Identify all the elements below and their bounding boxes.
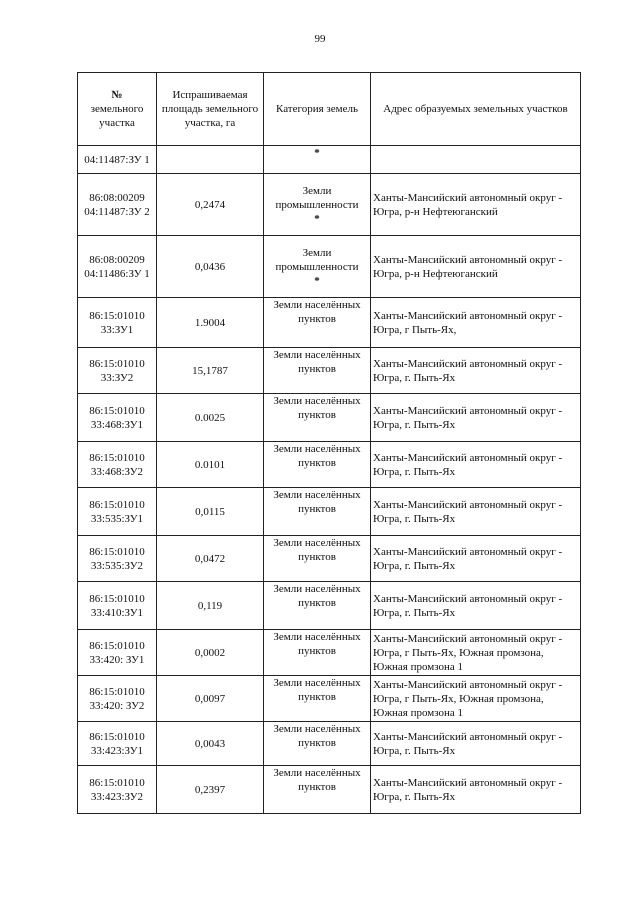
category-text: Земли промышленности <box>275 246 359 273</box>
area-cell: 0,0115 <box>157 488 264 536</box>
header-plot-number <box>78 73 157 146</box>
area-cell <box>157 146 264 174</box>
category-cell <box>264 676 371 722</box>
category-cell <box>264 298 371 348</box>
category-cell <box>264 766 371 814</box>
address-cell: Ханты-Мансийский автономный округ - Югра, р-н Нефтеюганский <box>371 236 581 298</box>
address-cell: Ханты-Мансийский автономный округ - Югра, г Пыть-Ях, Южная промзона, Южная промзона 1 <box>371 630 581 676</box>
address-cell: Ханты-Мансийский автономный округ - Югра, р-н Нефтеюганский <box>371 174 581 236</box>
table-row <box>78 722 581 766</box>
category-text: Земли населённых пунктов <box>273 767 361 793</box>
category-cell <box>264 442 371 488</box>
address-cell: Ханты-Мансийский автономный округ - Югра, г. Пыть-Ях <box>371 442 581 488</box>
address-cell: Ханты-Мансийский автономный округ - Югра, г. Пыть-Ях <box>371 582 581 630</box>
area-cell: 0,0472 <box>157 536 264 582</box>
table-row <box>78 394 581 442</box>
plot-number-cell: 86:15:01010 33:420: ЗУ2 <box>78 676 157 722</box>
table-row <box>78 174 581 236</box>
table-body <box>78 146 581 814</box>
category-text: Земли населённых пунктов <box>273 299 361 325</box>
address-cell: Ханты-Мансийский автономный округ - Югра, г. Пыть-Ях <box>371 536 581 582</box>
category-cell <box>264 488 371 536</box>
table-row <box>78 630 581 676</box>
address-cell: Ханты-Мансийский автономный округ - Югра, г. Пыть-Ях <box>371 488 581 536</box>
category-text: Земли населённых пунктов <box>273 489 361 515</box>
table-row <box>78 766 581 814</box>
area-cell: 0.0101 <box>157 442 264 488</box>
category-cell <box>264 348 371 394</box>
address-cell: Ханты-Мансийский автономный округ - Югра, г Пыть-Ях, <box>371 298 581 348</box>
address-cell: Ханты-Мансийский автономный округ - Югра, г. Пыть-Ях <box>371 722 581 766</box>
category-cell <box>264 630 371 676</box>
area-cell: 1.9004 <box>157 298 264 348</box>
category-text: Земли промышленности <box>275 184 359 211</box>
plot-number-cell: 86:15:01010 33:468:ЗУ2 <box>78 442 157 488</box>
category-cell <box>264 536 371 582</box>
category-cell <box>264 174 371 236</box>
category-text: Земли населённых пунктов <box>273 349 361 375</box>
table-row <box>78 676 581 722</box>
area-cell: 0,2474 <box>157 174 264 236</box>
header-plot-number-text: земельного участка <box>90 103 144 129</box>
area-cell: 15,1787 <box>157 348 264 394</box>
plot-number-cell: 86:08:00209 04:11486:ЗУ 1 <box>78 236 157 298</box>
plot-number-cell: 86:15:01010 33:535:ЗУ2 <box>78 536 157 582</box>
area-cell: 0,0097 <box>157 676 264 722</box>
category-text: Земли населённых пунктов <box>273 443 361 469</box>
address-cell: Ханты-Мансийский автономный округ - Югра, г. Пыть-Ях <box>371 394 581 442</box>
category-footnote-star: * <box>314 212 320 225</box>
category-cell <box>264 146 371 174</box>
category-cell <box>264 582 371 630</box>
table-row <box>78 236 581 298</box>
area-cell: 0,0043 <box>157 722 264 766</box>
plot-number-cell: 86:15:01010 33:ЗУ1 <box>78 298 157 348</box>
category-text: Земли населённых пунктов <box>273 395 361 421</box>
area-cell: 0,0002 <box>157 630 264 676</box>
category-text: Земли населённых пунктов <box>273 537 361 563</box>
address-cell: Ханты-Мансийский автономный округ - Югра, г Пыть-Ях, Южная промзона, Южная промзона 1 <box>371 676 581 722</box>
category-cell <box>264 722 371 766</box>
land-plots-table <box>77 72 581 814</box>
category-text: Земли населённых пунктов <box>273 583 361 609</box>
plot-number-cell: 86:15:01010 33:423:ЗУ1 <box>78 722 157 766</box>
table-header-row <box>78 73 581 146</box>
table-row-continuation <box>78 146 581 174</box>
header-address: Адрес образуемых земельных участков <box>371 73 581 146</box>
table-row <box>78 582 581 630</box>
category-footnote-star: * <box>314 274 320 287</box>
plot-number-cell: 86:15:01010 33:535:ЗУ1 <box>78 488 157 536</box>
plot-number-cell: 86:15:01010 33:410:ЗУ1 <box>78 582 157 630</box>
table-row <box>78 298 581 348</box>
plot-number-cell: 04:11487:ЗУ 1 <box>78 146 157 174</box>
area-cell: 0,2397 <box>157 766 264 814</box>
address-cell: Ханты-Мансийский автономный округ - Югра, г. Пыть-Ях <box>371 766 581 814</box>
plot-number-cell: 86:08:00209 04:11487:ЗУ 2 <box>78 174 157 236</box>
table-row <box>78 536 581 582</box>
category-text: Земли населённых пунктов <box>273 723 361 749</box>
category-text: Земли населённых пунктов <box>273 631 361 657</box>
plot-number-cell: 86:15:01010 33:420: ЗУ1 <box>78 630 157 676</box>
table-row <box>78 488 581 536</box>
header-area: Испрашиваемая площадь земельного участка, га <box>157 73 264 146</box>
area-cell: 0,119 <box>157 582 264 630</box>
area-cell: 0,0436 <box>157 236 264 298</box>
page-number: 99 <box>314 33 326 45</box>
plot-number-cell: 86:15:01010 33:468:ЗУ1 <box>78 394 157 442</box>
header-number-sign: № <box>111 89 123 101</box>
plot-number-cell: 86:15:01010 33:ЗУ2 <box>78 348 157 394</box>
category-footnote-star: * <box>314 147 320 159</box>
category-cell <box>264 236 371 298</box>
category-cell <box>264 394 371 442</box>
area-cell: 0.0025 <box>157 394 264 442</box>
table-row <box>78 348 581 394</box>
table-row <box>78 442 581 488</box>
address-cell: Ханты-Мансийский автономный округ - Югра, г. Пыть-Ях <box>371 348 581 394</box>
category-text: Земли населённых пунктов <box>273 677 361 703</box>
plot-number-cell: 86:15:01010 33:423:ЗУ2 <box>78 766 157 814</box>
address-cell <box>371 146 581 174</box>
header-category: Категория земель <box>264 73 371 146</box>
